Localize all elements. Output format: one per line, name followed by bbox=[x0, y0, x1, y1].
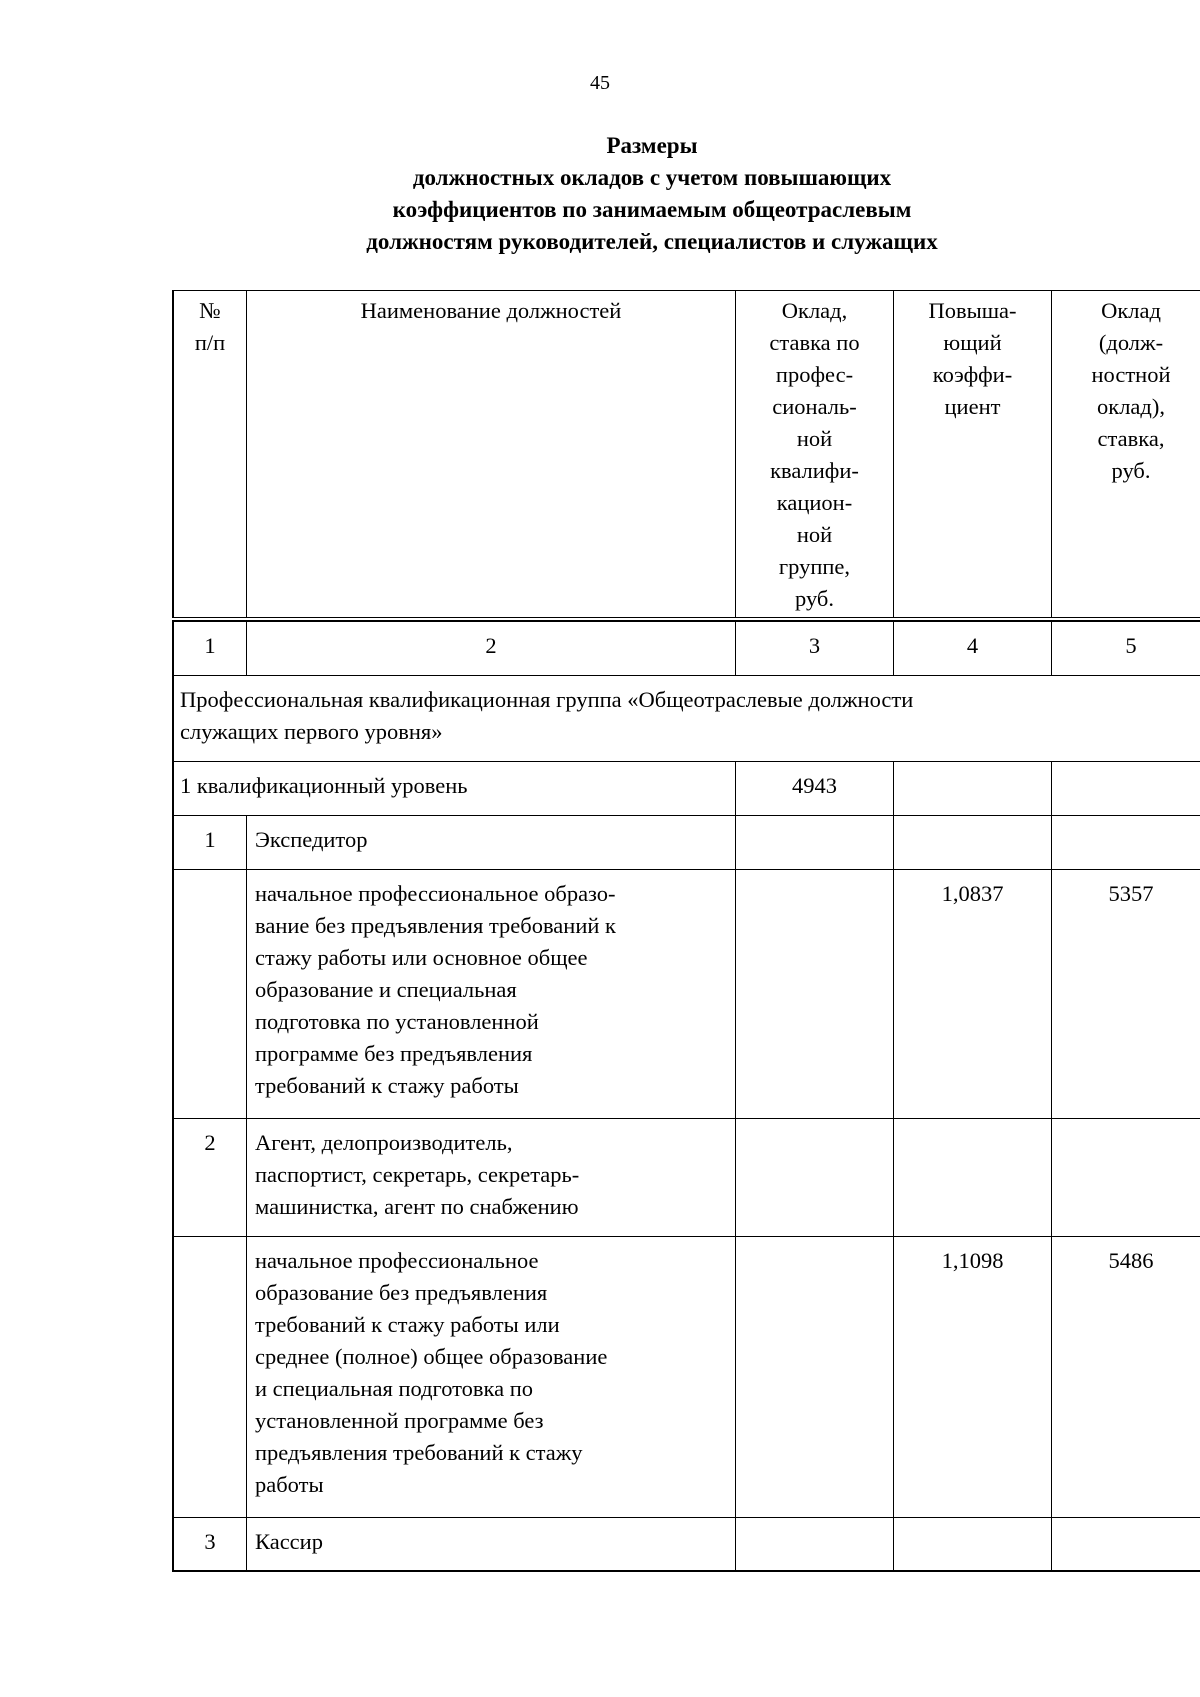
empty-cell bbox=[894, 761, 1052, 815]
table-row bbox=[173, 1517, 1200, 1571]
column-number-row bbox=[173, 621, 1200, 675]
header-position-name: Наименование должностей bbox=[247, 291, 736, 618]
column-number: 1 bbox=[173, 621, 247, 675]
empty-cell bbox=[1052, 1118, 1200, 1236]
requirement-description: начальное профессиональное образо- вание без предъявления требований к стажу работы или основное общее образование и специальная подготовка по установленной программе без предъявления требований к стажу работы bbox=[247, 869, 736, 1118]
position-name: Кассир bbox=[247, 1517, 736, 1571]
table-row bbox=[173, 869, 1200, 1118]
empty-cell bbox=[736, 1236, 894, 1517]
qualification-level-label: 1 квалификационный уровень bbox=[173, 761, 736, 815]
title-line: должностных окладов с учетом повышающих bbox=[412, 165, 892, 190]
empty-cell bbox=[894, 1517, 1052, 1571]
requirement-description: начальное профессиональное образование без предъявления требований к стажу работы или среднее (полное) общее образование и специальная подготовка по установленной программе без предъявления требований к стажу работы bbox=[247, 1236, 736, 1517]
group-title-row bbox=[173, 675, 1200, 761]
table-row bbox=[173, 1236, 1200, 1517]
empty-cell bbox=[173, 1236, 247, 1517]
empty-cell bbox=[894, 815, 1052, 869]
empty-cell bbox=[736, 1118, 894, 1236]
empty-cell bbox=[894, 1118, 1052, 1236]
column-number: 2 bbox=[247, 621, 736, 675]
table-row bbox=[173, 815, 1200, 869]
empty-cell bbox=[1052, 761, 1200, 815]
page-number: 45 bbox=[590, 72, 610, 94]
empty-cell bbox=[1052, 1517, 1200, 1571]
empty-cell bbox=[736, 815, 894, 869]
title-line: коэффициентов по занимаемым общеотраслевым bbox=[392, 197, 912, 222]
salary-value: 5357 bbox=[1052, 869, 1200, 1118]
empty-cell bbox=[1052, 815, 1200, 869]
header-base-salary: Оклад, ставка по профес- сиональ- ной квалифи- кацион- ной группе, руб. bbox=[736, 291, 894, 618]
empty-cell bbox=[736, 1517, 894, 1571]
row-number: 2 bbox=[173, 1118, 247, 1236]
header-final-salary: Оклад (долж- ностной оклад), ставка, руб. bbox=[1052, 291, 1200, 618]
column-number: 5 bbox=[1052, 621, 1200, 675]
salary-table-body bbox=[172, 620, 1200, 1572]
title-line: Размеры bbox=[606, 133, 698, 158]
qualification-level-salary: 4943 bbox=[736, 761, 894, 815]
header-number: № п/п bbox=[173, 291, 247, 618]
row-number: 1 bbox=[173, 815, 247, 869]
empty-cell bbox=[173, 869, 247, 1118]
coefficient-value: 1,1098 bbox=[894, 1236, 1052, 1517]
row-number: 3 bbox=[173, 1517, 247, 1571]
salary-table-header bbox=[172, 290, 1200, 618]
empty-cell bbox=[736, 869, 894, 1118]
document-title bbox=[172, 130, 1132, 258]
group-title: Профессиональная квалификационная группа «Общеотраслевые должности служащих первого уровня» bbox=[173, 675, 1200, 761]
position-name: Агент, делопроизводитель, паспортист, секретарь, секретарь- машинистка, агент по снабжению bbox=[247, 1118, 736, 1236]
coefficient-value: 1,0837 bbox=[894, 869, 1052, 1118]
column-number: 4 bbox=[894, 621, 1052, 675]
header-coefficient: Повыша- ющий коэффи- циент bbox=[894, 291, 1052, 618]
salary-value: 5486 bbox=[1052, 1236, 1200, 1517]
table-row bbox=[173, 1118, 1200, 1236]
column-number: 3 bbox=[736, 621, 894, 675]
position-name: Экспедитор bbox=[247, 815, 736, 869]
qualification-level-row bbox=[173, 761, 1200, 815]
title-line: должностям руководителей, специалистов и служащих bbox=[366, 229, 938, 254]
